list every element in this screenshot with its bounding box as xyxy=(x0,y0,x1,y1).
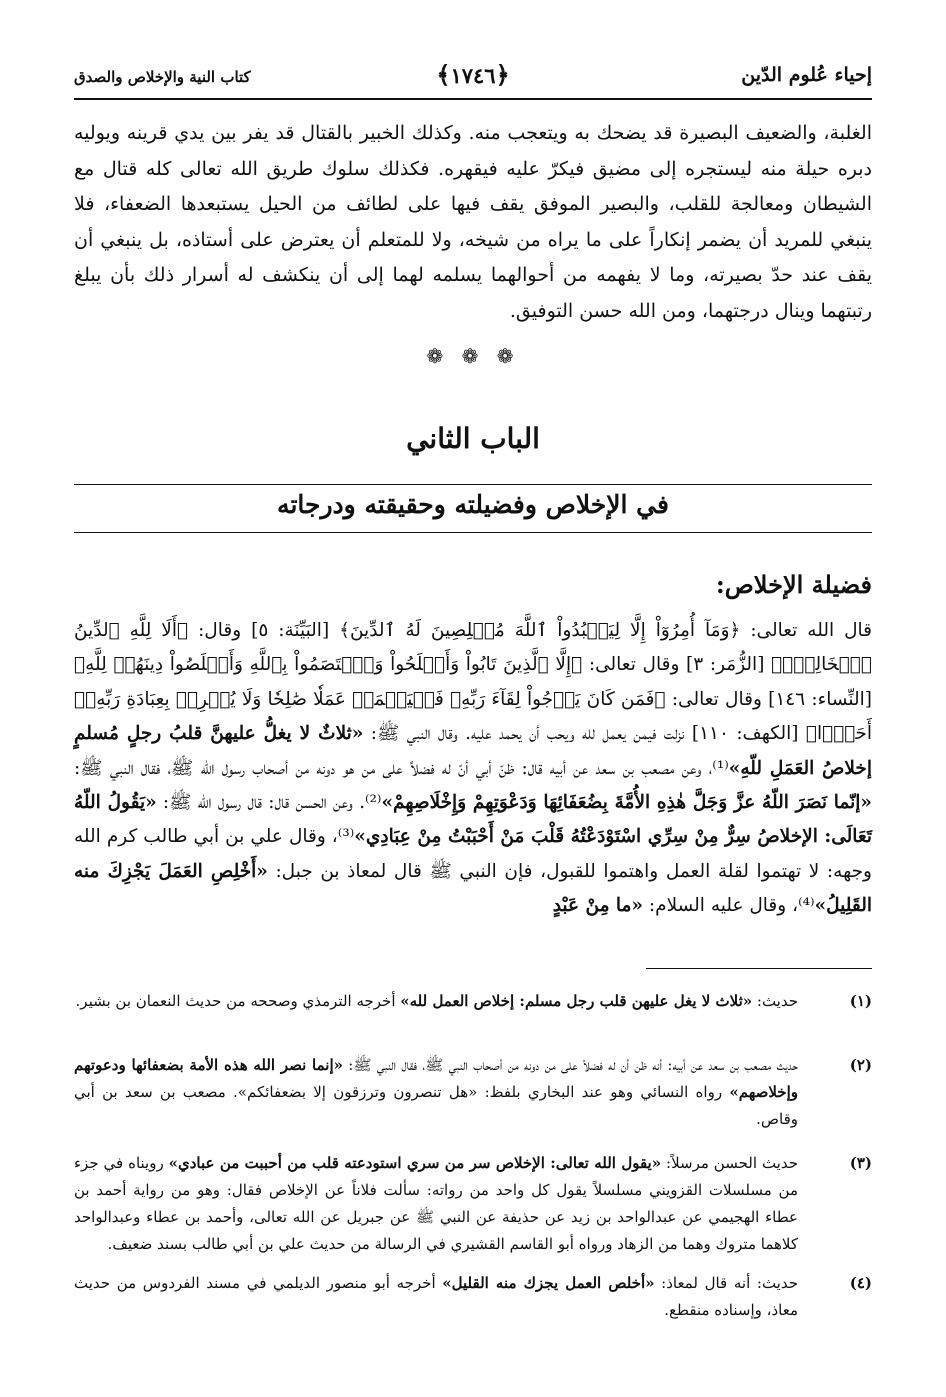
text-run: حديث الحسن مرسلاً: xyxy=(661,1154,798,1172)
footnote-number: (٢) xyxy=(849,1056,872,1074)
footnote xyxy=(74,988,872,1015)
footnote-number: (١) xyxy=(849,992,872,1010)
section-heading: فضيلة الإخلاص: xyxy=(715,570,872,599)
chapter-rule-top xyxy=(74,484,872,485)
text-run: حديث: أنه قال لمعاذ: xyxy=(654,1274,798,1292)
chapter-subheading: في الإخلاص وفضيلته وحقيقته ودرجاته xyxy=(277,490,669,519)
text-run: رويناه في جزء من مسلسلات القزويني مسلسلاً يقول كل واحد من رواته: سألت فلاناً عن الإخلاص فقال: وهو من رواية أحمد بن عطاء الهجيمي عن عبدالواحد بن زيد عن حذيفة عن النبي ﷺ عن جبريل عن الله تعالى، وأحمد بن عطاء وعبدالواحد كلاهما متروك وهما من الزهاد ورواه أبو القاسم القشيري في الرسالة من حديث علي بن أبي طالب بسند ضعيف. xyxy=(74,1154,798,1253)
hadith-quote: «أَخْلِصِ العَمَلَ يَجْزِكَ منه القَلِيلُ» xyxy=(74,860,872,917)
text-run: حديث مصعب بن سعد عن أبيه: أنه ظن أن له فضلاً على من دونه من أصحاب النبي ﷺ، فقال النبي ﷺ: xyxy=(343,1056,798,1074)
text-run: ⁽²⁾. وعن الحسن قال: قال رسول الله ﷺ: xyxy=(156,792,382,814)
hadith-quote: «ثلاث لا يغل عليهن قلب رجل مسلم: إخلاص العمل لله» xyxy=(400,992,753,1010)
page-number-text: ١٧٤٦ xyxy=(450,63,496,88)
header-divider xyxy=(74,98,872,100)
hadith-quote: «ما مِنْ عَبْدٍ xyxy=(552,895,644,917)
chapter-heading: الباب الثاني xyxy=(406,422,540,455)
running-header xyxy=(74,60,872,100)
section-separator: ❁ ❁ ❁ xyxy=(426,344,520,368)
text-run: ⁽¹⁾، وعن مصعب بن سعد عن أبيه قال: ظنّ أبي أنّ له فضلاً على من هو دونه من أصحاب رسول الله ﷺ، فقال النبي ﷺ: xyxy=(74,757,729,779)
text-run: أخرجه أبو منصور الديلمي في مسند الفردوس من حديث معاذ، وإسناده منقطع. xyxy=(74,1274,798,1319)
page-number xyxy=(436,60,509,89)
text-run: حديث: xyxy=(752,992,798,1010)
hadith-quote: «يقول الله تعالى: الإخلاص سر من سري استودعته قلب من أحببت من عبادي» xyxy=(168,1154,662,1172)
footnote xyxy=(74,1150,872,1258)
footnote-number: (٣) xyxy=(849,1154,872,1172)
footnote-text xyxy=(74,988,798,1015)
footnote xyxy=(74,1052,872,1133)
footnote-divider xyxy=(646,968,872,969)
hadith-quote: «ثلاثٌ لا يغلُّ عليهنَّ قلبُ رجلٍ مُسلمٍ إخلاصُ العَمَلِ للّهِ» xyxy=(74,723,872,779)
text-run: ⁽⁴⁾، وقال عليه السلام: xyxy=(643,895,815,917)
ornament-brace-icon: ﴾ xyxy=(436,60,451,89)
footnote-number: (٤) xyxy=(849,1274,872,1292)
book-title: إحياء عُلوم الدّين xyxy=(741,64,872,86)
text-run: أخرجه الترمذي وصححه من حديث النعمان بن بشير. xyxy=(75,992,401,1010)
paragraph-sincerity xyxy=(74,614,872,924)
hadith-quote: «إنما نصر الله هذه الأمة بضعفائها ودعوتهم وإخلاصهم» xyxy=(74,1056,798,1101)
text-run: رواه النسائي وهو عند البخاري بلفظ: «هل تنصرون وترزقون إلا بضعفائكم». مصعب بن سعد بن أبي وقاص. xyxy=(74,1083,798,1128)
text-run: قال الله تعالى: ﴿وَمَآ أُمِرُوٓاْ إِلَّا لِيَعۡبُدُواْ ٱللَّهَ مُخۡلِصِينَ لَهُ ٱلدِّينَ﴾ [البَيِّنَة: ٥] وقال: ﴿أَلَا لِلَّهِ ٱلدِّينُ ٱلۡخَالِصُۚ﴾ [الزُّمَر: ٣] وقال تعالى: ﴿إِلَّا ٱلَّذِينَ تَابُواْ وَأَصۡلَحُواْ وَٱعۡتَصَمُواْ بِٱللَّهِ وَأَخۡلَصُواْ دِينَهُمۡ لِلَّهِ﴾ [النِّساء: ١٤٦] وقال تعالى: ﴿فَمَن كَانَ يَرۡجُواْ لِقَآءَ رَبِّهِۦ فَلۡيَعۡمَلۡ عَمَلٗا صَٰلِحٗا وَلَا يُشۡرِكۡ بِعِبَادَةِ رَبِّهِۦٓ أَحَدَۢا﴾ [الكهف: ١١٠] نزلت فيمن يعمل لله ويحب أن يحمد عليه. وقال النبي ﷺ: xyxy=(74,620,873,745)
hadith-quote: «إنّما نَصَرَ اللّهُ عزَّ وَجَلَّ هٰذِهِ الأُمَّةَ بِضُعَفَائِهَا وَدَعْوَتِهِمْ وَإِخْلَاصِهِمْ» xyxy=(381,792,872,814)
hadith-quote: «يَقُولُ اللّهُ تَعَالَى: الإخلاصُ سِرٌّ مِنْ سِرِّي اسْتَوْدَعْتُهُ قَلْبَ مَنْ أَحْبَبْتُ مِنْ عِبَادِي» xyxy=(74,792,873,848)
footnote-text xyxy=(74,1150,798,1258)
footnote-text xyxy=(74,1052,798,1133)
hadith-quote: «أخلص العمل يجزك منه القليل» xyxy=(442,1274,655,1292)
footnote-text xyxy=(74,1270,798,1324)
footnote xyxy=(74,1270,872,1324)
text-run: ⁽³⁾، وقال علي بن أبي طالب كرم الله وجهه: لا تهتموا لقلة العمل واهتموا للقبول، فإن النبي ﷺ قال لمعاذ بن جبل: xyxy=(74,826,872,882)
chapter-running-title: كتاب النية والإخلاص والصدق xyxy=(74,68,251,86)
paragraph-intro: الغلبة، والضعيف البصيرة قد يضحك به ويتعجب منه. وكذلك الخبير بالقتال قد يفر بين يدي قرينه ويوليه دبره حيلة منه ليستجره إلى مضيق فيكرّ عليه فيقهره. فكذلك سلوك طريق الله تعالى كله قتال مع الشيطان ومعالجة للقلب، والبصير الموفق يقف فيها على لطائف من الحيل يستبعدها الضعفاء، فلا ينبغي للمريد أن يضمر إنكاراً على ما يراه من شيخه، ولا للمتعلم أن يعترض على أستاذه، بل ينبغي أن يقف عند حدّ بصيرته، وما لا يفهمه من أحوالهما يسلمه لهما إلى أن ينكشف له أسرار ذلك بأن يبلغ رتبتهما وينال درجتهما، ومن الله حسن التوفيق. xyxy=(74,122,872,322)
chapter-rule-bottom xyxy=(74,532,872,533)
ornament-brace-icon: ﴿ xyxy=(495,60,510,89)
